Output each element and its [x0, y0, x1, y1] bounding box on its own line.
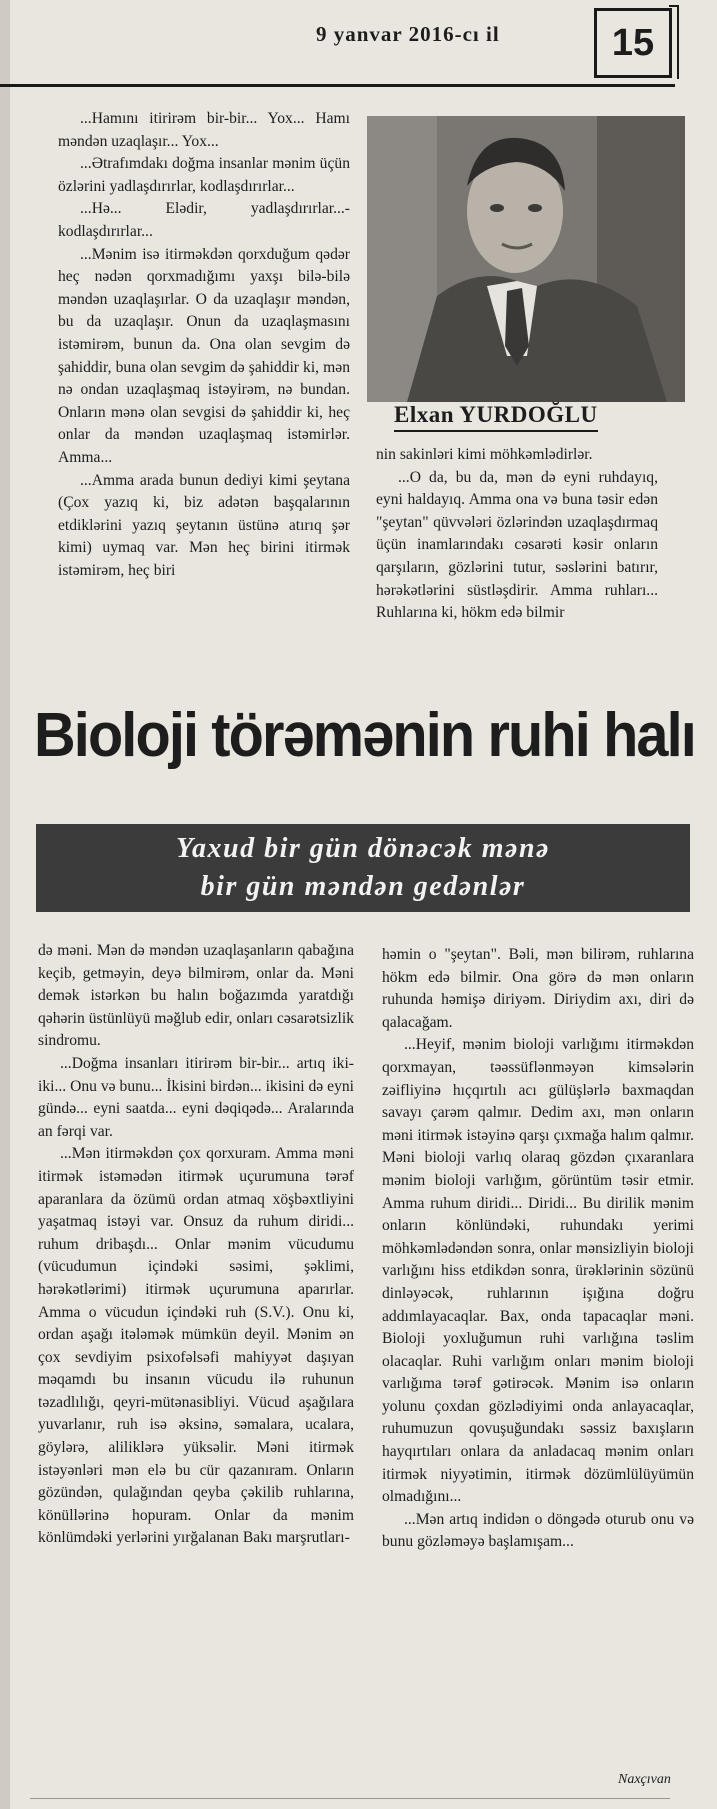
portrait-image: [367, 116, 685, 402]
header-rule: [0, 84, 675, 87]
photo-caption: Elxan YURDOĞLU: [394, 402, 598, 432]
paragraph: ...O da, bu da, mən də eyni ruhdayıq, eyni haldayıq. Amma ona və buna təsir edən "şeytan" qüvvələri özlərindən uzaqlaşdırmaq üçün inamlarındakı cəsarəti kəsir onların qarşıların, gözlərini tutur, səslərini batırır, hərəkətlərini süstləşdirir. Amma ruhları... Ruhlarına ki, hökm edə bilmir: [376, 468, 658, 622]
column-bottom-right: [382, 944, 694, 1554]
paragraph: ...Heyif, mənim bioloji varlığımı itirməkdən qorxmayan, təəssüflənməyən kimsələrin zəifliyinə hıçqırtılı acı gülüşlərlə baxmaqdan savayı çarəm qalmır. Dedim axı, mən onların məni itirmək istəyinə qarşı çıxmağa halım qalmır. Məni bioloji varlıq olaraq gözdən çıxaranlara mənim bioloji varlığım, görüntüm təsir etmir. Amma ruhum diridi... Diridi... Bu dirilik mənim onların könlündəki, ruhundakı yerimi möhkəmlədəndən sonra, onlar mənsizliyin bioloji varlığını hiss etdikdən sonra, ürəklərinin sözünü dinləyəcək, ruhlarının işığına doğru addımlayacaqlar. Bax, onda tapacaqlar məni. Bioloji yoxluğumun ruhi varlığına təslim olacaqlar. Ruhi varlığım onları mənim bioloji varlığıma tərəf gətirəcək. Mənim isə onların yolunu çoxdan gözlədiyimi onda anlayacaqlar, ruhumuzun qovuşuğundakı səssiz baxışların hayqırtıları onlara da anladacaq mənim onları itirmək niyyətimin, itirmək dözümlülüyümün olmadığını...: [382, 1036, 694, 1506]
subheadline-line-2: bir gün məndən gedənlər: [200, 871, 526, 902]
article-subheadline: [36, 824, 690, 912]
article-headline: Bioloji törəmənin ruhi halı: [34, 701, 695, 770]
page-edge: [0, 0, 10, 1809]
paragraph: ...Ətrafımdakı doğma insanlar mənim üçün özlərini yadlaşdırırlar, kodlaşdırırlar...: [58, 155, 350, 195]
paragraph: ...Doğma insanları itirirəm bir-bir... artıq iki-iki... Onu və bunu... İkisini birdən... ikisini də eyni gündə... eyni saatda... eyni dəqiqədə... Aralarında an fərqi var.: [38, 1054, 354, 1140]
paragraph: ...Hə... Elədir, yadlaşdırırlar...-kodlaşdırırlar...: [58, 200, 350, 240]
issue-date: 9 yanvar 2016-cı il: [316, 22, 500, 46]
column-top-left: [58, 108, 350, 582]
paragraph: ...Hamını itirirəm bir-bir... Yox... Hamı məndən uzaqlaşır... Yox...: [58, 110, 350, 150]
page-header: [10, 0, 717, 90]
author-location: Naxçıvan: [618, 1772, 671, 1787]
paragraph: həmin o "şeytan". Bəli, mən bilirəm, ruhlarına hökm edə bilmir. Ona görə də mən onların ruhunda həmişə diriyəm. Diriydim axı, diri də qalacağam.: [382, 946, 694, 1031]
subheadline-line-1: Yaxud bir gün dönəcək mənə: [176, 833, 550, 864]
author-photo: [367, 116, 685, 402]
bottom-rule: [30, 1798, 670, 1799]
paragraph: ...Amma arada bunun dediyi kimi şeytana (Çox yazıq ki, biz adətən başqalarının etdiklərini yazıq şeytanın üstünə atırıq şər kimi) uymaq var. Mən heç birini itirmək istəmirəm, heç biri: [58, 471, 350, 579]
column-bottom-left: [38, 940, 354, 1550]
column-top-right: [376, 444, 658, 625]
paragraph: ...Mən itirməkdən çox qorxuram. Amma məni itirmək istəmədən itirmək uçurumuna tərəf aparanlara da özümü ordan atmaq xöşbəxtliyini yaşatmaq istəyi var. Onsuz da ruhum diridi... ruhum dribaşdı... Onlar mənim vücudumu (vücudumun içindəki səsimi, şəklimi, hərəkətlərimi) itirmək uçurumuna aparırlar. Amma o vücudun içindəki ruh (S.V.). Onu ki, ordan aşağı itələmək mümkün deyil. Mənim ən çox sevdiyim psixofəlsəfi mahiyyət daşıyan məqamdı bu insanın vücudu ilə ruhunun təzadlılığı, qeyri-mütənasibliyi. Vücud aşağılara yuvarlanır, ruh isə əksinə, səmalara, ucalara, göylərə, aliliklərə yüksəlir. Məni itirmək istəyənləri mən elə bu cür qazanıram. Onların gözündən, qulağından qeyba çəkilib ruhlarına, könüllərinə hopuram. Onlar da mənim könlümdəki yerlərini yırğalanan Bakı marşrutları-: [38, 1145, 354, 1547]
paragraph: nin sakinləri kimi möhkəmlədirlər.: [376, 446, 593, 463]
page-number: 15: [594, 8, 672, 78]
paragraph: ...Mənim isə itirməkdən qorxduğum qədər heç nədən qorxmadığımı yaxşı bilə-bilə məndən uzaqlaşırlar. O da uzaqlaşır məndən, bu da uzaqlaşır. Onun da uzaqlaşmasını istəmirəm, bunun da. Ona olan sevgim də şahiddir, buna olan sevgim də şahiddir ki, mən nə ondan uzaqlaşmaq istəyirəm, nə bundan. Onların mənə olan sevgisi də şahiddir ki, heç onlar da məndən uzaqlaşmaq istəmirlər. Amma...: [58, 245, 350, 466]
paragraph: də məni. Mən də məndən uzaqlaşanların qabağına keçib, getməyin, deyə bilmirəm, onlar da. Məni demək istərkən bu halın boğazımda yaratdığı qəhərin üstünlüyü məğlub edir, onları cəsarətsizlik sindromu.: [38, 942, 354, 1050]
paragraph: ...Mən artıq indidən o döngədə oturub onu və bunu gözləməyə başlamışam...: [382, 1510, 694, 1551]
